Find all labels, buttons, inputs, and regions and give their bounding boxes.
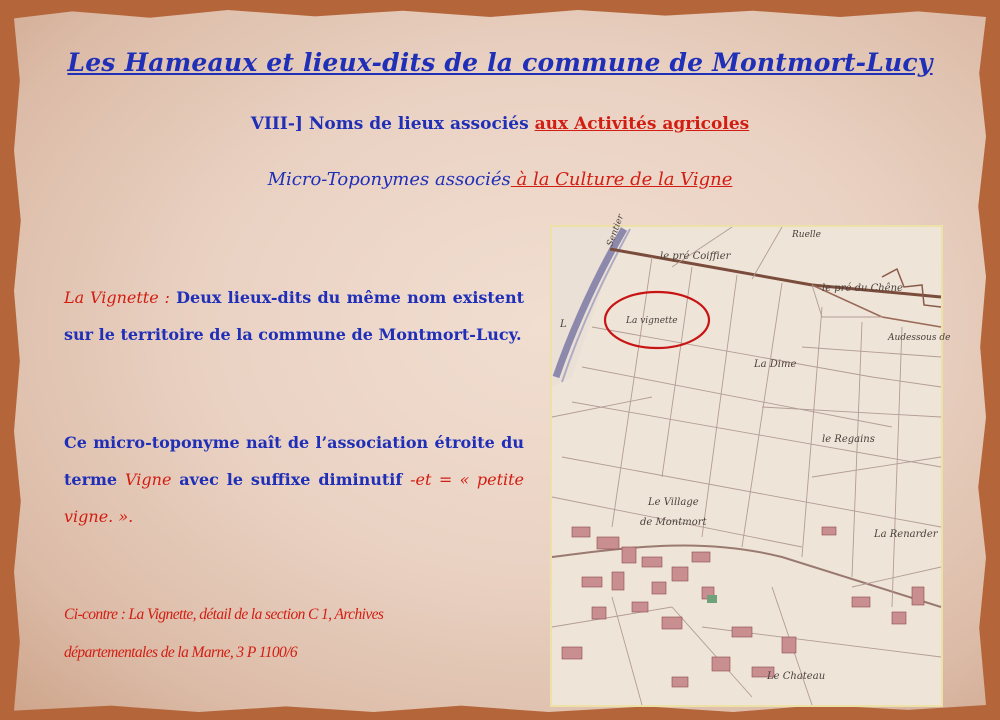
- etymology-end: .: [128, 507, 134, 526]
- page-title: Les Hameaux et lieux-dits de la commune de Montmort-Lucy: [67, 48, 933, 77]
- map-caption: [64, 596, 526, 672]
- paragraph-etymology: [64, 424, 524, 535]
- etymology-equals: =: [431, 470, 460, 489]
- map-label-pre-coiffier: le pré Coiffier: [660, 251, 731, 262]
- map-label-village: Le Village: [648, 497, 699, 508]
- etymology-part2: avec le suffixe diminutif: [171, 470, 411, 489]
- paragraph-vignette: [64, 279, 524, 353]
- map-label-chateau: Le Chateau: [767, 671, 826, 682]
- subsection-heading-highlight: à la Culture de la Vigne: [510, 169, 733, 190]
- map-label-vignette: La vignette: [626, 316, 678, 326]
- map-label-sentier: Sentier: [605, 213, 627, 249]
- subsection-heading-prefix: Micro-Toponymes associés: [267, 169, 511, 190]
- term-la-vignette: La Vignette :: [64, 288, 170, 307]
- caption-line-2: départementales de la Marne, 3 P 1100/6: [64, 644, 298, 661]
- map-label-de-montmort: de Montmort: [640, 517, 707, 528]
- map-label-dime: La Dime: [754, 359, 797, 370]
- cadastral-map-image: [550, 213, 951, 707]
- map-label-au-dessous: Audessous de: [888, 333, 951, 343]
- etymology-quote: « petite vigne. »: [64, 470, 525, 526]
- caption-line-1: Ci-contre : La Vignette, détail de la section C 1, Archives: [64, 606, 384, 623]
- map-label-pre-du-chene: le pré du Chêne: [822, 283, 903, 294]
- section-heading: [0, 114, 1000, 134]
- section-heading-highlight: aux Activités agricoles: [534, 114, 750, 134]
- term-vigne: Vigne: [125, 470, 172, 489]
- cadastral-map-drawing: [552, 213, 951, 705]
- subsection-heading: [0, 169, 1000, 190]
- section-heading-prefix: VIII-] Noms de lieux associés: [250, 114, 535, 134]
- etymology-part1: Ce micro-toponyme naît de l’association étroite du terme: [64, 433, 524, 489]
- map-label-l: L: [560, 319, 567, 330]
- paragraph-vignette-text: Deux lieux-dits du même nom existent sur le territoire de la commune de Montmort-Lucy.: [64, 288, 524, 344]
- map-label-renardiere: La Renarder: [874, 529, 938, 540]
- suffix-et: -et: [410, 470, 432, 489]
- map-label-regains: le Regains: [822, 434, 875, 445]
- map-label-ruelle: Ruelle: [792, 230, 821, 240]
